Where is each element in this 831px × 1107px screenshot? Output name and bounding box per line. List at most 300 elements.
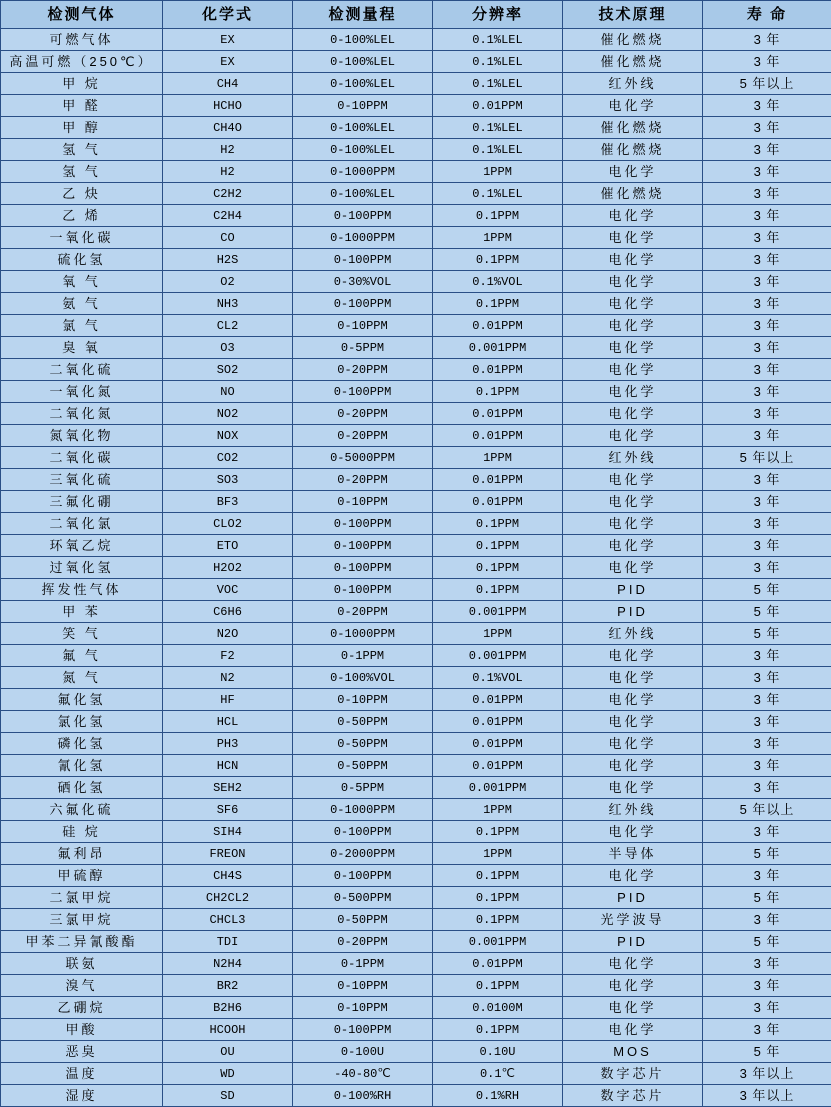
cell-gas: 氧 气	[1, 271, 163, 293]
cell-gas: 乙 炔	[1, 183, 163, 205]
cell-resolution: 1PPM	[433, 799, 563, 821]
cell-resolution: 0.01PPM	[433, 403, 563, 425]
cell-principle: 红外线	[563, 623, 703, 645]
table-header-row	[1, 1, 831, 29]
cell-principle: 电化学	[563, 95, 703, 117]
cell-range: 0-100%LEL	[293, 139, 433, 161]
table-row	[1, 117, 831, 139]
cell-range: 0-20PPM	[293, 359, 433, 381]
cell-gas: 乙硼烷	[1, 997, 163, 1019]
cell-formula: PH3	[163, 733, 293, 755]
table-row	[1, 29, 831, 51]
cell-range: 0-1000PPM	[293, 227, 433, 249]
table-row	[1, 513, 831, 535]
cell-lifespan: 3 年	[703, 293, 831, 315]
cell-principle: 电化学	[563, 315, 703, 337]
cell-gas: 硅 烷	[1, 821, 163, 843]
cell-range: 0-100PPM	[293, 513, 433, 535]
cell-principle: 电化学	[563, 425, 703, 447]
cell-range: 0-100PPM	[293, 1019, 433, 1041]
cell-formula: CO2	[163, 447, 293, 469]
cell-range: 0-100PPM	[293, 249, 433, 271]
table-row	[1, 821, 831, 843]
table-row	[1, 865, 831, 887]
cell-formula: N2	[163, 667, 293, 689]
cell-resolution: 0.01PPM	[433, 755, 563, 777]
cell-formula: HCHO	[163, 95, 293, 117]
cell-resolution: 0.01PPM	[433, 425, 563, 447]
cell-resolution: 0.1PPM	[433, 293, 563, 315]
cell-lifespan: 5 年以上	[703, 799, 831, 821]
cell-principle: 数字芯片	[563, 1085, 703, 1107]
cell-lifespan: 3 年	[703, 139, 831, 161]
table-row	[1, 623, 831, 645]
table-row	[1, 953, 831, 975]
cell-resolution: 0.01PPM	[433, 359, 563, 381]
cell-formula: BF3	[163, 491, 293, 513]
cell-resolution: 0.1PPM	[433, 513, 563, 535]
cell-formula: SO2	[163, 359, 293, 381]
cell-formula: B2H6	[163, 997, 293, 1019]
table-row	[1, 843, 831, 865]
cell-gas: 二氧化碳	[1, 447, 163, 469]
cell-range: 0-100PPM	[293, 381, 433, 403]
cell-formula: HCOOH	[163, 1019, 293, 1041]
cell-lifespan: 3 年	[703, 975, 831, 997]
table-row	[1, 997, 831, 1019]
cell-lifespan: 3 年	[703, 557, 831, 579]
cell-range: 0-500PPM	[293, 887, 433, 909]
cell-gas: 氨 气	[1, 293, 163, 315]
cell-formula: N2H4	[163, 953, 293, 975]
table-row	[1, 1085, 831, 1107]
column-header-lifespan: 寿 命	[703, 1, 831, 29]
cell-formula: SEH2	[163, 777, 293, 799]
cell-lifespan: 3 年	[703, 645, 831, 667]
cell-lifespan: 5 年以上	[703, 73, 831, 95]
cell-resolution: 0.001PPM	[433, 777, 563, 799]
cell-lifespan: 3 年	[703, 117, 831, 139]
cell-resolution: 0.1%LEL	[433, 117, 563, 139]
cell-principle: 电化学	[563, 755, 703, 777]
cell-gas: 甲 醛	[1, 95, 163, 117]
cell-range: -40-80℃	[293, 1063, 433, 1085]
cell-gas: 高温可燃（250℃）	[1, 51, 163, 73]
cell-gas: 二氧化氯	[1, 513, 163, 535]
cell-principle: 催化燃烧	[563, 29, 703, 51]
cell-principle: 催化燃烧	[563, 183, 703, 205]
cell-resolution: 0.1PPM	[433, 887, 563, 909]
table-row	[1, 183, 831, 205]
cell-gas: 二氧化硫	[1, 359, 163, 381]
table-row	[1, 205, 831, 227]
column-header-range: 检测量程	[293, 1, 433, 29]
cell-formula: SIH4	[163, 821, 293, 843]
cell-lifespan: 3 年	[703, 667, 831, 689]
cell-lifespan: 3 年	[703, 865, 831, 887]
cell-formula: CLO2	[163, 513, 293, 535]
column-header-principle: 技术原理	[563, 1, 703, 29]
cell-gas: 三氧化硫	[1, 469, 163, 491]
cell-gas: 恶臭	[1, 1041, 163, 1063]
cell-range: 0-100PPM	[293, 821, 433, 843]
cell-range: 0-100%LEL	[293, 73, 433, 95]
cell-principle: 红外线	[563, 73, 703, 95]
cell-principle: 电化学	[563, 293, 703, 315]
cell-gas: 甲酸	[1, 1019, 163, 1041]
cell-gas: 三氯甲烷	[1, 909, 163, 931]
cell-resolution: 1PPM	[433, 161, 563, 183]
cell-gas: 可燃气体	[1, 29, 163, 51]
table-row	[1, 249, 831, 271]
table-row	[1, 315, 831, 337]
table-row	[1, 1041, 831, 1063]
cell-formula: H2	[163, 161, 293, 183]
cell-gas: 氰化氢	[1, 755, 163, 777]
cell-formula: NO	[163, 381, 293, 403]
cell-gas: 环氧乙烷	[1, 535, 163, 557]
cell-formula: VOC	[163, 579, 293, 601]
cell-lifespan: 5 年以上	[703, 447, 831, 469]
table-row	[1, 161, 831, 183]
cell-resolution: 0.1℃	[433, 1063, 563, 1085]
cell-range: 0-100%LEL	[293, 29, 433, 51]
table-row	[1, 711, 831, 733]
cell-range: 0-5PPM	[293, 777, 433, 799]
cell-lifespan: 3 年	[703, 755, 831, 777]
cell-resolution: 0.1%RH	[433, 1085, 563, 1107]
cell-formula: O2	[163, 271, 293, 293]
cell-principle: PID	[563, 601, 703, 623]
cell-gas: 氮 气	[1, 667, 163, 689]
table-row	[1, 799, 831, 821]
cell-principle: 电化学	[563, 733, 703, 755]
cell-principle: 电化学	[563, 645, 703, 667]
cell-formula: FREON	[163, 843, 293, 865]
cell-principle: 催化燃烧	[563, 139, 703, 161]
table-row	[1, 557, 831, 579]
table-row	[1, 73, 831, 95]
cell-formula: NO2	[163, 403, 293, 425]
table-row	[1, 95, 831, 117]
cell-lifespan: 3 年以上	[703, 1085, 831, 1107]
cell-principle: 半导体	[563, 843, 703, 865]
cell-formula: H2	[163, 139, 293, 161]
cell-formula: CH4	[163, 73, 293, 95]
cell-formula: O3	[163, 337, 293, 359]
cell-lifespan: 3 年以上	[703, 1063, 831, 1085]
table-row	[1, 1063, 831, 1085]
cell-gas: 氯 气	[1, 315, 163, 337]
cell-formula: SO3	[163, 469, 293, 491]
cell-resolution: 0.01PPM	[433, 95, 563, 117]
cell-range: 0-20PPM	[293, 403, 433, 425]
table-row	[1, 293, 831, 315]
cell-gas: 六氟化硫	[1, 799, 163, 821]
cell-resolution: 1PPM	[433, 227, 563, 249]
cell-range: 0-10PPM	[293, 491, 433, 513]
cell-range: 0-100PPM	[293, 557, 433, 579]
cell-principle: 电化学	[563, 535, 703, 557]
cell-formula: CO	[163, 227, 293, 249]
cell-principle: 催化燃烧	[563, 117, 703, 139]
cell-range: 0-50PPM	[293, 711, 433, 733]
cell-formula: WD	[163, 1063, 293, 1085]
cell-resolution: 0.01PPM	[433, 315, 563, 337]
cell-resolution: 0.01PPM	[433, 733, 563, 755]
cell-gas: 乙 烯	[1, 205, 163, 227]
cell-principle: 电化学	[563, 1019, 703, 1041]
cell-range: 0-10PPM	[293, 997, 433, 1019]
cell-lifespan: 3 年	[703, 953, 831, 975]
table-row	[1, 469, 831, 491]
table-row	[1, 359, 831, 381]
cell-formula: ETO	[163, 535, 293, 557]
cell-principle: MOS	[563, 1041, 703, 1063]
cell-principle: 数字芯片	[563, 1063, 703, 1085]
cell-resolution: 0.1PPM	[433, 975, 563, 997]
cell-principle: 光学波导	[563, 909, 703, 931]
cell-formula: CHCL3	[163, 909, 293, 931]
cell-gas: 氮氧化物	[1, 425, 163, 447]
cell-gas: 温度	[1, 1063, 163, 1085]
cell-principle: 电化学	[563, 337, 703, 359]
table-row	[1, 139, 831, 161]
cell-resolution: 0.01PPM	[433, 689, 563, 711]
cell-gas: 磷化氢	[1, 733, 163, 755]
cell-formula: HCL	[163, 711, 293, 733]
cell-gas: 氯化氢	[1, 711, 163, 733]
cell-resolution: 0.1%LEL	[433, 139, 563, 161]
cell-resolution: 0.1PPM	[433, 821, 563, 843]
cell-lifespan: 3 年	[703, 711, 831, 733]
cell-gas: 氢 气	[1, 139, 163, 161]
cell-formula: C6H6	[163, 601, 293, 623]
cell-range: 0-100%LEL	[293, 117, 433, 139]
cell-range: 0-1PPM	[293, 953, 433, 975]
cell-formula: CH2CL2	[163, 887, 293, 909]
cell-lifespan: 3 年	[703, 359, 831, 381]
cell-formula: H2O2	[163, 557, 293, 579]
cell-formula: TDI	[163, 931, 293, 953]
cell-formula: NOX	[163, 425, 293, 447]
cell-lifespan: 3 年	[703, 403, 831, 425]
table-row	[1, 51, 831, 73]
cell-lifespan: 3 年	[703, 227, 831, 249]
table-row	[1, 579, 831, 601]
cell-resolution: 0.1%LEL	[433, 73, 563, 95]
cell-gas: 甲硫醇	[1, 865, 163, 887]
cell-principle: 电化学	[563, 359, 703, 381]
cell-gas: 过氧化氢	[1, 557, 163, 579]
cell-resolution: 0.1PPM	[433, 579, 563, 601]
cell-lifespan: 3 年	[703, 1019, 831, 1041]
cell-lifespan: 3 年	[703, 469, 831, 491]
cell-lifespan: 3 年	[703, 425, 831, 447]
cell-resolution: 0.1%LEL	[433, 29, 563, 51]
table-row	[1, 931, 831, 953]
table-row	[1, 755, 831, 777]
cell-formula: NH3	[163, 293, 293, 315]
cell-range: 0-100PPM	[293, 865, 433, 887]
cell-lifespan: 3 年	[703, 777, 831, 799]
cell-gas: 甲苯二异氰酸酯	[1, 931, 163, 953]
cell-gas: 笑 气	[1, 623, 163, 645]
cell-lifespan: 3 年	[703, 29, 831, 51]
cell-range: 0-100%LEL	[293, 51, 433, 73]
cell-resolution: 0.01PPM	[433, 491, 563, 513]
cell-lifespan: 3 年	[703, 183, 831, 205]
cell-range: 0-1PPM	[293, 645, 433, 667]
cell-range: 0-100PPM	[293, 579, 433, 601]
cell-lifespan: 5 年	[703, 579, 831, 601]
cell-formula: F2	[163, 645, 293, 667]
cell-range: 0-10PPM	[293, 95, 433, 117]
cell-principle: 催化燃烧	[563, 51, 703, 73]
cell-lifespan: 3 年	[703, 513, 831, 535]
table-row	[1, 689, 831, 711]
cell-lifespan: 3 年	[703, 51, 831, 73]
cell-resolution: 0.1PPM	[433, 865, 563, 887]
cell-range: 0-1000PPM	[293, 623, 433, 645]
cell-lifespan: 5 年	[703, 843, 831, 865]
cell-resolution: 0.01PPM	[433, 953, 563, 975]
cell-range: 0-10PPM	[293, 315, 433, 337]
cell-principle: 电化学	[563, 249, 703, 271]
cell-lifespan: 3 年	[703, 249, 831, 271]
cell-principle: 电化学	[563, 865, 703, 887]
table-row	[1, 1019, 831, 1041]
cell-formula: BR2	[163, 975, 293, 997]
cell-range: 0-100PPM	[293, 535, 433, 557]
cell-formula: C2H2	[163, 183, 293, 205]
cell-resolution: 0.001PPM	[433, 645, 563, 667]
cell-gas: 溴气	[1, 975, 163, 997]
cell-resolution: 1PPM	[433, 623, 563, 645]
cell-principle: 电化学	[563, 161, 703, 183]
cell-formula: HCN	[163, 755, 293, 777]
cell-resolution: 0.1PPM	[433, 205, 563, 227]
cell-formula: OU	[163, 1041, 293, 1063]
cell-principle: 电化学	[563, 711, 703, 733]
cell-resolution: 1PPM	[433, 447, 563, 469]
cell-gas: 氟 气	[1, 645, 163, 667]
cell-lifespan: 3 年	[703, 95, 831, 117]
table-row	[1, 425, 831, 447]
cell-principle: 电化学	[563, 557, 703, 579]
cell-resolution: 0.001PPM	[433, 931, 563, 953]
cell-principle: 电化学	[563, 513, 703, 535]
cell-gas: 二氧化氮	[1, 403, 163, 425]
cell-range: 0-100PPM	[293, 205, 433, 227]
cell-resolution: 0.001PPM	[433, 601, 563, 623]
cell-resolution: 0.10U	[433, 1041, 563, 1063]
cell-gas: 一氧化氮	[1, 381, 163, 403]
cell-principle: 红外线	[563, 447, 703, 469]
table-body	[1, 29, 831, 1107]
cell-resolution: 1PPM	[433, 843, 563, 865]
table-row	[1, 777, 831, 799]
cell-resolution: 0.01PPM	[433, 711, 563, 733]
table-row	[1, 645, 831, 667]
cell-resolution: 0.1PPM	[433, 557, 563, 579]
cell-principle: 电化学	[563, 689, 703, 711]
cell-resolution: 0.1PPM	[433, 381, 563, 403]
cell-gas: 湿度	[1, 1085, 163, 1107]
cell-resolution: 0.1%LEL	[433, 183, 563, 205]
cell-resolution: 0.001PPM	[433, 337, 563, 359]
cell-range: 0-1000PPM	[293, 799, 433, 821]
cell-principle: 电化学	[563, 975, 703, 997]
cell-gas: 臭 氧	[1, 337, 163, 359]
cell-range: 0-10PPM	[293, 689, 433, 711]
cell-range: 0-1000PPM	[293, 161, 433, 183]
cell-principle: 电化学	[563, 205, 703, 227]
cell-formula: EX	[163, 29, 293, 51]
table-row	[1, 337, 831, 359]
cell-resolution: 0.01PPM	[433, 469, 563, 491]
cell-resolution: 0.0100M	[433, 997, 563, 1019]
cell-formula: SF6	[163, 799, 293, 821]
cell-formula: CL2	[163, 315, 293, 337]
cell-lifespan: 5 年	[703, 623, 831, 645]
cell-range: 0-100%RH	[293, 1085, 433, 1107]
cell-lifespan: 5 年	[703, 601, 831, 623]
cell-principle: 电化学	[563, 403, 703, 425]
column-header-resolution: 分辨率	[433, 1, 563, 29]
cell-lifespan: 3 年	[703, 205, 831, 227]
cell-lifespan: 3 年	[703, 997, 831, 1019]
table-row	[1, 381, 831, 403]
cell-principle: 电化学	[563, 381, 703, 403]
cell-lifespan: 3 年	[703, 689, 831, 711]
cell-lifespan: 5 年	[703, 1041, 831, 1063]
cell-gas: 三氟化硼	[1, 491, 163, 513]
cell-lifespan: 3 年	[703, 337, 831, 359]
cell-range: 0-50PPM	[293, 909, 433, 931]
cell-lifespan: 3 年	[703, 821, 831, 843]
cell-principle: PID	[563, 931, 703, 953]
cell-formula: HF	[163, 689, 293, 711]
cell-lifespan: 3 年	[703, 909, 831, 931]
column-header-formula: 化学式	[163, 1, 293, 29]
cell-formula: C2H4	[163, 205, 293, 227]
cell-range: 0-5000PPM	[293, 447, 433, 469]
cell-resolution: 0.1%LEL	[433, 51, 563, 73]
cell-range: 0-20PPM	[293, 931, 433, 953]
cell-gas: 挥发性气体	[1, 579, 163, 601]
cell-gas: 氟利昂	[1, 843, 163, 865]
cell-gas: 甲 烷	[1, 73, 163, 95]
cell-principle: 电化学	[563, 777, 703, 799]
cell-range: 0-50PPM	[293, 733, 433, 755]
cell-range: 0-5PPM	[293, 337, 433, 359]
cell-resolution: 0.1%VOL	[433, 667, 563, 689]
table-row	[1, 535, 831, 557]
cell-formula: SD	[163, 1085, 293, 1107]
cell-lifespan: 5 年	[703, 931, 831, 953]
cell-lifespan: 3 年	[703, 161, 831, 183]
cell-range: 0-100U	[293, 1041, 433, 1063]
cell-range: 0-100%VOL	[293, 667, 433, 689]
cell-formula: H2S	[163, 249, 293, 271]
cell-principle: 电化学	[563, 667, 703, 689]
table-row	[1, 447, 831, 469]
cell-principle: 电化学	[563, 227, 703, 249]
table-row	[1, 887, 831, 909]
table-row	[1, 403, 831, 425]
cell-resolution: 0.1PPM	[433, 535, 563, 557]
